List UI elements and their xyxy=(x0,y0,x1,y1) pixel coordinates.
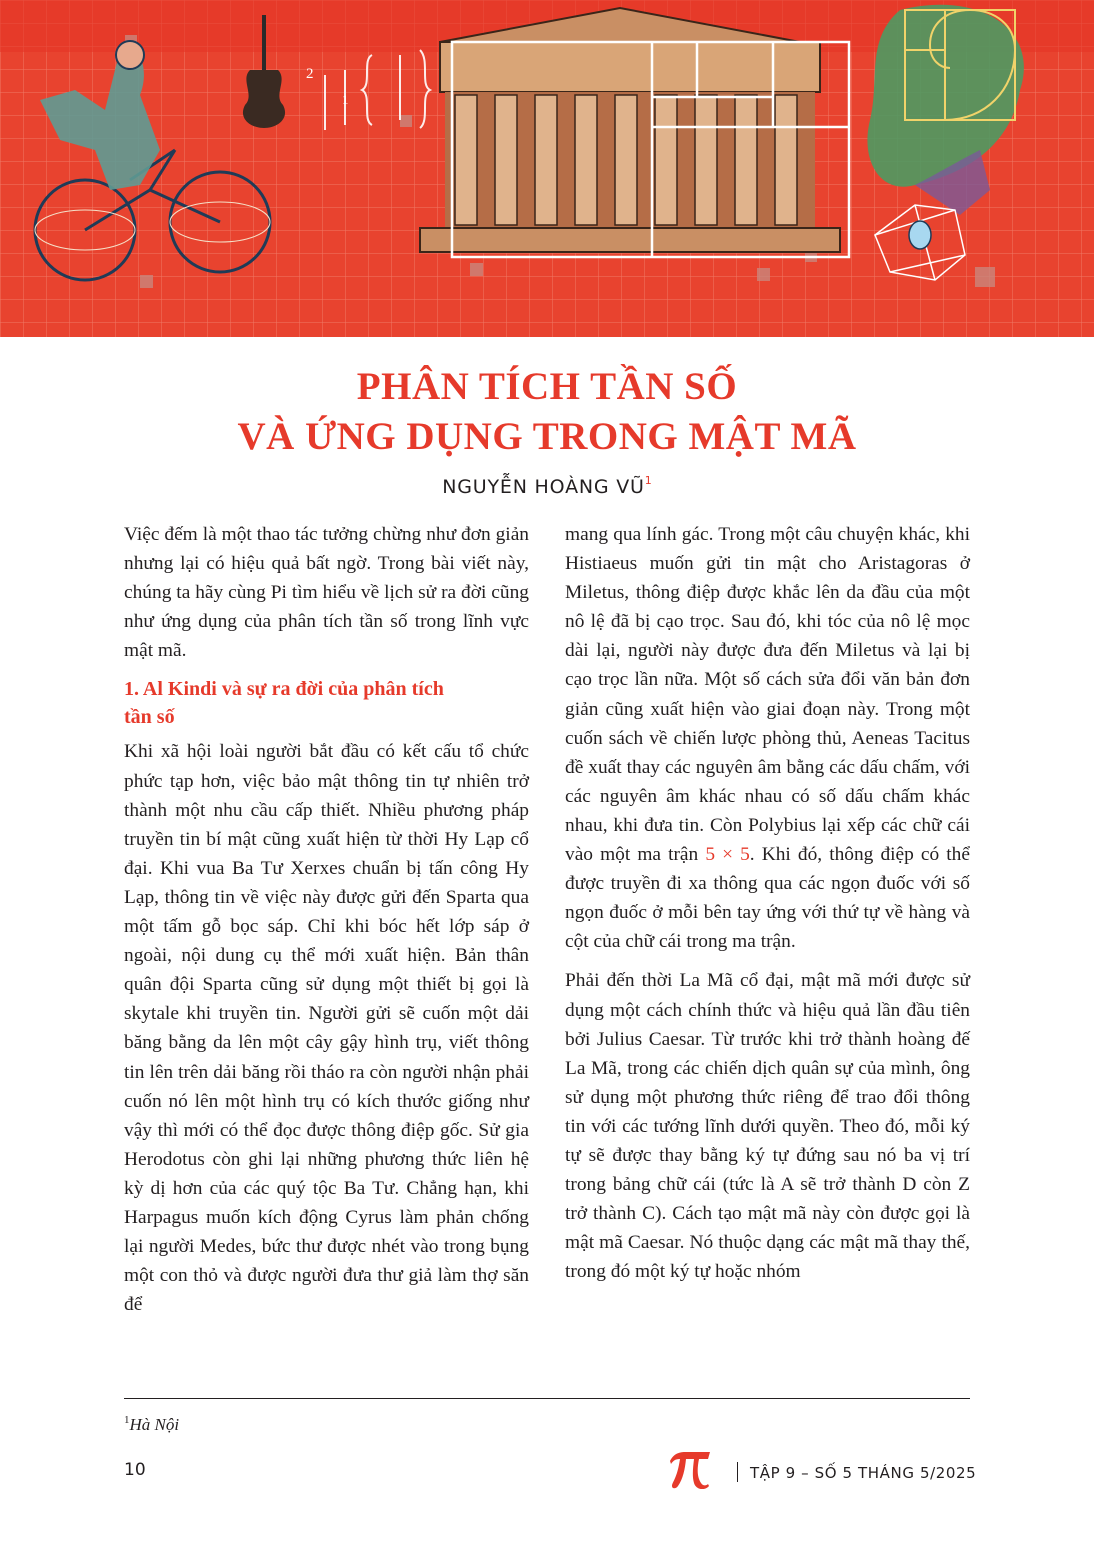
footnote-number: 1 xyxy=(124,1414,130,1426)
article-title-line-2: VÀ ỨNG DỤNG TRONG MẬT MÃ xyxy=(237,415,857,458)
footnote-text: Hà Nội xyxy=(129,1415,180,1434)
parthenon-drawing xyxy=(420,8,849,257)
body-paragraph: Phải đến thời La Mã cổ đại, mật mã mới được sử dụng một cách chính thức và hiệu quả lần đầu tiên bởi Julius Caesar. Từ trước khi trở thành hoàng đế La Mã, trong các chiến dịch quân sự của mình, ông sử dụng một phương thức riêng để trao đổi thông tin với các tướng lĩnh dưới quyền. Theo đó, mỗi ký tự sẽ được thay bằng ký tự đứng sau nó ba vị trí trong bảng chữ cái (tức là A sẽ trở thành D còn Z trở thành C). Cách tạo mật mã này còn được gọi là mật mã Caesar. Nó thuộc dạng các mật mã thay thế, trong đó một ký tự hoặc nhóm xyxy=(565,970,970,1283)
notation-label-2: 2 xyxy=(306,66,314,82)
section-1-heading xyxy=(124,675,529,731)
right-column xyxy=(565,520,970,1296)
footnote xyxy=(124,1414,179,1435)
author-byline xyxy=(0,474,1094,498)
section-1-heading-line-2: tần số xyxy=(124,706,175,729)
body-paragraph: Khi xã hội loài người bắt đầu có kết cấu tổ chức phức tạp hơn, việc bảo mật thông tin tự nhiên trở thành một nhu cầu cấp thiết. Nhiều phương pháp truyền tin bí mật cũng xuất hiện từ thời Hy Lạp cổ đại. Khi vua Ba Tư Xerxes chuẩn bị tấn công Hy Lạp, thông tin về việc này được gửi đến Sparta qua một tấm gỗ bọc sáp. Chỉ khi bóc hết lớp sáp ở ngoài, nội dung cụ thể mới xuất hiện. Bản thân quân đội Sparta cũng sử dụng một thiết bị gọi là skytale khi truyền tin. Người gửi sẽ cuốn một dải băng bằng da lên một cây gậy hình trụ, viết thông tin lên trên dải băng rồi tháo ra còn người nhận phải cuốn nó lên một hình trụ có kích thước giống như vậy thì mới có thể đọc được thông điệp gốc. Sử gia Herodotus còn ghi lại những phương thức liên hệ kỳ dị hơn của các quý tộc Ba Tư. Chẳng hạn, khi Harpagus muốn kích động Cyrus làm phản chống lại người Medes, bức thư được nhét vào trong bụng một con thỏ và được người đưa thư giả làm thợ săn để xyxy=(124,741,529,1316)
paragraph-text: mang qua lính gác. Trong một câu chuyện khác, khi Histiaeus muốn gửi tin mật cho Aristagoras ở Miletus, thông điệp được khắc lên da đầu của một nô lệ đã bị cạo trọc. Sau đó, khi tóc của nô lệ mọc dài lại, người này được đưa đến Miletus và lại bị cạo trọc lần nữa. Một số cách sửa đổi văn bản đơn giản cũng xuất hiện vào giai đoạn này. Trong một cuốn sách về chiến lược phòng thủ, Aeneas Tacitus đề xuất thay các nguyên âm bằng các dấu chấm, với các nguyên âm khác nhau có số dấu chấm khác nhau, khi đưa tin. Còn Polybius lại xếp các chữ cái vào một ma trận xyxy=(565,524,970,866)
page-number: 10 xyxy=(124,1460,146,1480)
notation-label-1: 1 xyxy=(342,92,349,107)
author-name: NGUYỄN HOÀNG VŨ xyxy=(442,476,645,498)
body-paragraph xyxy=(565,520,970,956)
matrix-size-math: 5 × 5 xyxy=(705,844,750,866)
author-footnote-marker: 1 xyxy=(644,474,652,487)
section-1-heading-line-1: 1. Al Kindi và sự ra đời của phân tích xyxy=(124,678,444,701)
pi-logo-icon xyxy=(668,1449,712,1489)
issue-label: TẬP 9 – SỐ 5 THÁNG 5/2025 xyxy=(737,1462,970,1482)
header-illustration xyxy=(0,0,1094,337)
intro-paragraph: Việc đếm là một thao tác tưởng chừng như đơn giản nhưng lại có hiệu quả bất ngờ. Trong bài viết này, chúng ta hãy cùng Pi tìm hiểu về lịch sử ra đời cũng như ứng dụng của phân tích tần số trong lĩnh vực mật mã. xyxy=(124,524,529,662)
footnote-divider xyxy=(124,1398,970,1399)
left-column xyxy=(124,520,529,1329)
article-title-line-1: PHÂN TÍCH TẦN SỐ xyxy=(356,365,738,408)
paragraph-text: . Khi đó, thông điệp có thể được truyền đi xa thông qua các ngọn đuốc với số ngọn đuốc ở mỗi bên tay ứng với thứ tự về hàng và cột của chữ cái trong ma trận. xyxy=(565,844,970,953)
